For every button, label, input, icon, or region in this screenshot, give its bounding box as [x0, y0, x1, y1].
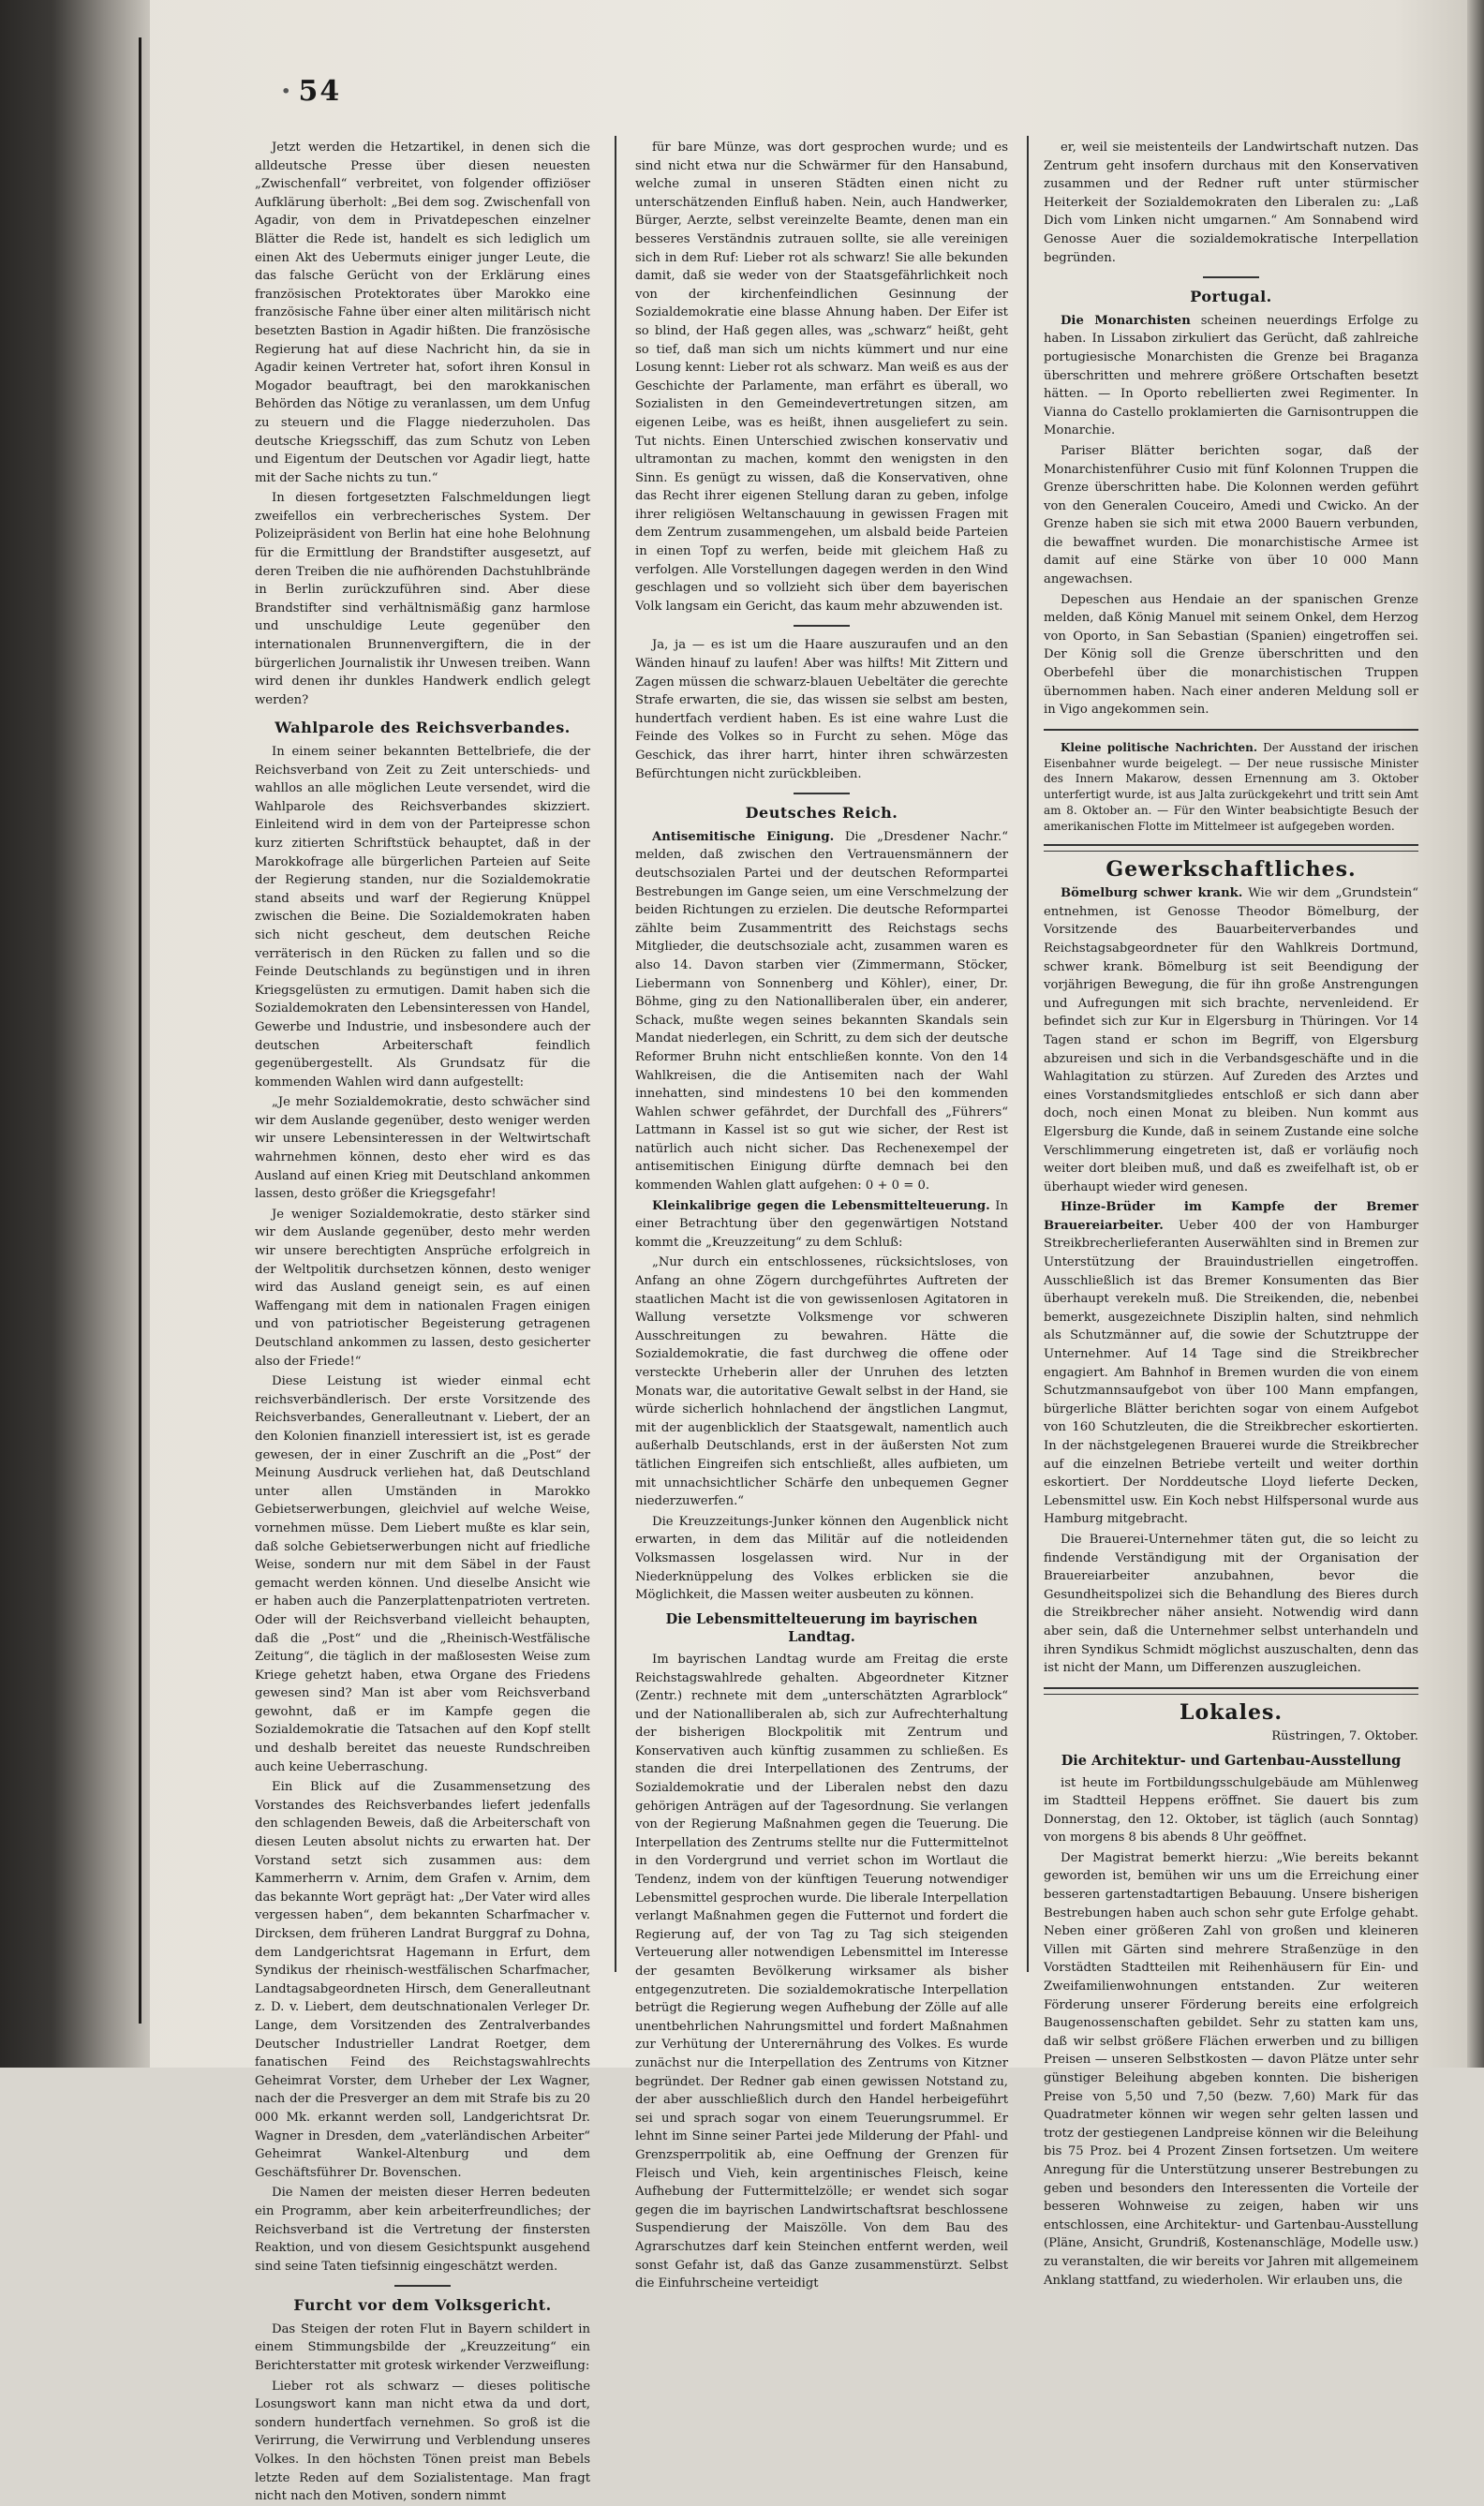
lead-in: Kleine politische Nachrichten.	[1061, 740, 1258, 754]
separator	[1203, 276, 1259, 278]
book-binding	[0, 0, 150, 2068]
paragraph: Ein Blick auf die Zusammensetzung des Vorstandes des Reichsverbandes liefert jedenfalls den schlagenden Beweis, daß die Arbeiterschaft von diesen Leuten absolut nichts zu erwarten hat. Der Vorstand setzt sich zusammen aus: dem Kammerherrn v. Arnim, dem Grafen v. Arnim, dem das bekannte Wort geprägt hat: „Der Vater wird alles vergessen haben“, dem bekannten Scharfmacher v. Dircksen, dem früheren Landrat Burggraf zu Dohna, dem Landgerichtsrat Hagemann in Erfurt, dem Syndikus der rheinisch-westfälischen Scharfmacher, Landtagsabgeordneten Hirsch, dem Generalleutnant z. D. v. Liebert, dem deutschnationalen Verleger Dr. Lange, dem Vorsitzenden des Zentralverbandes Deutscher Industrieller Landrat Roetger, dem fanatischen Feind des Reichstagswahlrechts Geheimrat Vorster, dem Urheber der Lex Wagner, nach der die Presverger an dem mit Strafe bis zu 20 000 Mk. erkannt werden soll, Landgerichtsrat Dr. Wagner in Dresden, dem „vaterländischen Arbeiter“ Geheimrat Wankel-Altenburg und dem Geschäftsführer Dr. Bovenschen.	[255, 1780, 590, 2180]
lead-in: Bömelburg schwer krank.	[1061, 886, 1243, 901]
column-left	[255, 139, 590, 2504]
article-heading: Wahlparole des Reichsverbandes.	[275, 719, 571, 737]
paragraph	[635, 1197, 1008, 1253]
separator	[794, 625, 850, 627]
column-rule	[615, 136, 616, 1972]
paragraph: „Je mehr Sozialdemokratie, desto schwächer sind wir dem Auslande gegenüber, desto weniger werden wir unsere Lebensinteressen in der Weltwirtschaft wahrnehmen können, desto eher wird es das Ausland auf einen Krieg mit Deutschland ankommen lassen, desto größer die Kriegsgefahr!	[255, 1095, 590, 1202]
separator	[394, 2285, 451, 2287]
paragraph: Depeschen aus Hendaie an der spanischen Grenze melden, daß König Manuel mit seinem Onkel, dem Herzog von Oporto, in San Sebastian (Spanien) eingetroffen sei. Der König soll die Grenze überschritten und den Oberbefehl über die monarchistischen Truppen übernommen haben. Nach einer anderen Meldung soll er in Vigo angekommen sein.	[1044, 592, 1418, 718]
paragraph: In diesen fortgesetzten Falschmeldungen liegt zweifellos ein verbrecherisches System. Der Polizeipräsident von Berlin hat eine hohe Belohnung für die Ermittlung der Brandstifter ausgesetzt, auf deren Treiben die nie aufhörenden Dachstuhlbrände in Berlin zurückzuführen sind. Aber diese Brandstifter sind verhältnismäßig ganz harmlose und unschuldige Leute gegenüber den internationalen Brunnenvergiftern, die in der bürgerlichen Journalistik ihr Unwesen treiben. Wann wird denen ihr dunkles Handwerk endlich gelegt werden?	[255, 491, 590, 707]
paragraph	[1044, 1198, 1418, 1529]
column-rule	[1027, 136, 1029, 1972]
lead-in: Antisemitische Einigung.	[652, 829, 835, 844]
paragraph: Pariser Blätter berichten sogar, daß der Monarchistenführer Cusio mit fünf Kolonnen Truppen die Grenze überschritten habe. Die Kolonnen werden geführt von den Generalen Couceiro, Amedi und Cwicko. An der Grenze haben sie sich mit etwa 2000 Bauern verbunden, die bewaffnet wurden. Die monarchistische Armee ist damit auf eine Stärke von über 10 000 Mann angewachsen.	[1044, 443, 1418, 587]
paragraph: Je weniger Sozialdemokratie, desto stärker sind wir dem Auslande gegenüber, desto mehr werden wir unsere berechtigten Ansprüche erfolgreich in der Weltpolitik durchsetzen können, desto weniger wird das Ausland geneigt sein, es auf einen Waffengang mit dem in nationalen Fragen einigen und von patriotischer Begeisterung getragenen Deutschland ankommen zu lassen, desto gesicherter also der Friede!“	[255, 1207, 590, 1369]
paragraph	[1044, 884, 1418, 1196]
paragraph: „Nur durch ein entschlossenes, rücksichtsloses, von Anfang an ohne Zögern durchgeführtes Auftreten der staatlichen Macht ist die von gewissenlosen Agitatoren in Wallung versetzte Volksmenge vor schweren Ausschreitungen zu bewahren. Hätte die Sozialdemokratie, die fast durchweg die offene oder versteckte Urheberin aller der Unruhen des letzten Monats war, die autoritative Gewalt selbst in der Hand, sie würde sicherlich hohnlachend der ängstlichen Langmut, mit der augenblicklich der Staatsgewalt, namentlich auch außerhalb Deutschlands, erst in der äußersten Not zum tätlichen Eingreifen sich entschließt, alles aufbieten, um mit unnachsichtlicher Schärfe den unbequemen Gegner niederzuwerfen.“	[635, 1255, 1008, 1509]
page-number: · 54	[281, 75, 341, 108]
separator	[1044, 844, 1418, 852]
section-heading: Deutsches Reich.	[745, 804, 898, 823]
separator	[1044, 729, 1418, 731]
paragraph: Lieber rot als schwarz — dieses politische Losungswort kann man nicht etwa da und dort, sondern hundertfach vernehmen. So groß ist die Verirrung, die Verwirrung und Verblendung unseres Volkes. In den höchsten Tönen preist man Bebels letzte Reden auf dem Sozialistentage. Man fragt nicht nach den Motiven, sondern nimmt	[255, 2379, 590, 2504]
paragraph-text: Wie wir dem „Grundstein“ entnehmen, ist Genosse Theodor Bömelburg, der Vorsitzende des Bauarbeiterverbandes und Reichstagsabgeordneter für den Wahlkreis Dortmund, schwer krank. Bömelburg ist seit Beendigung der vorjährigen Bewegung, die für ihn große Anstrengungen und Aufregungen mit sich brachte, nervenleidend. Er befindet sich zur Kur in Elgersburg in Thüringen. Vor 14 Tagen stand er schon im Begriff, von Elgersburg abzureisen und sich in die Verbandsgeschäfte und in die Wahlagitation zu stürzen. Auf Zureden des Arztes und eines Vorstandsmitgliedes entschloß er sich dann aber doch, noch einen Monat zu bleiben. Nun kommt aus Elgersburg die Kunde, daß in seinem Zustande eine solche Verschlimmerung eingetreten ist, daß er vorläufig noch weiter dort bleiben muß, und daß es zweifelhaft ist, ob er überhaupt wieder wird genesen.	[1044, 886, 1418, 1194]
paragraph: Das Steigen der roten Flut in Bayern schildert in einem Stimmungsbilde der „Kreuzzeitung“ ein Berichterstatter mit grotesk wirkender Verzweiflung:	[255, 2321, 590, 2374]
page-edge	[1467, 0, 1484, 2068]
paragraph	[635, 828, 1008, 1195]
paragraph-text: Die „Dresdener Nachr.“ melden, daß zwischen den Vertrauensmännern der deutschsozialen Partei und der deutschen Reformpartei Bestrebungen im Gange seien, um eine Verschmelzung der beiden Richtungen zu erzielen. Die deutsche Reformpartei zählte beim Zusammentritt des Reichstags sechs Mitglieder, die deutschsoziale acht, zusammen waren es also 14. Davon starben vier (Zimmermann, Stöcker, Liebermann von Sonnenberg und Köhler), einer, Dr. Böhme, ging zu den Nationalliberalen über, ein anderer, Schack, mußte wegen seines bekannten Skandals sein Mandat niederlegen, ein Schritt, zu dem sich der deutsche Reformer Bruhn nicht entschließen konnte. Von den 14 Wahlkreisen, die die Antisemiten nach der Wahl innehatten, sind mindestens 10 bei den kommenden Wahlen schwer gefährdet, der Durchfall des „Führers“ Lattmann in Kassel ist so gut wie sicher, der Rest ist natürlich auch nicht sicher. Das Rechenexempel der antisemitischen Einigung dürfte demnach bei den kommenden Wahlen glatt aufgehen: 0 + 0 = 0.	[635, 829, 1008, 1194]
section-heading: Gewerkschaftliches.	[1106, 856, 1357, 882]
paragraph-text: scheinen neuerdings Erfolge zu haben. In Lissabon zirkuliert das Gerücht, daß zahlreiche portugiesische Monarchisten die Grenze bei Braganza überschritten und mehrere größere Ortschaften besetzt hätten. — In Oporto rebellierten zwei Regimenter. In Vianna do Castello proklamierten die Garnisontruppen die Monarchie.	[1044, 313, 1419, 438]
paragraph-text: In einer Betrachtung über den gegenwärtigen Notstand kommt die „Kreuzzeitung“ zu dem Schluß:	[635, 1198, 1008, 1250]
lead-in: Kleinkalibrige gegen die Lebensmittelteuerung.	[652, 1198, 990, 1213]
column-right	[1044, 139, 1419, 2288]
section-heading: Portugal.	[1190, 288, 1272, 306]
paragraph-text: Der Ausstand der irischen Eisenbahner wurde beigelegt. — Der neue russische Minister des Innern Makarow, dessen Ernennung am 3. Oktober unterfertigt wurde, ist aus Jalta zurückgekehrt und tritt sein Amt am 8. Oktober an. — Für den Winter beabsichtigte Besuch der amerikanischen Flotte im Mittelmeer ist aufgegeben worden.	[1044, 740, 1418, 833]
paragraph: Im bayrischen Landtag wurde am Freitag die erste Reichstagswahlrede gehalten. Abgeordneter Kitzner (Zentr.) rechnete mit dem „unterschätzten Agrarblock“ und der Nationalliberalen ab, sich zur Aufrechterhaltung der bisherigen Blockpolitik mit Zentrum und Konservativen auch künftig zusammen zu schließen. Es standen die drei Interpellationen des Zentrums, der Sozialdemokratie und der Liberalen nebst den dazu gehörigen Anträgen auf der Tagesordnung. Sie verlangen von der Regierung Maßnahmen gegen die Teuerung. Die Interpellation des Zentrums stellte nur die Futtermittelnot in den Vordergrund und verriet schon im Wortlaut die Tendenz, indem von der künftigen Teuerung notwendiger Lebensmittel gesprochen wurde. Die liberale Interpellation verlangt Maßnahmen gegen die Futternot und fordert die Regierung auf, der von Tag zu Tag sich steigenden Verteuerung aller notwendigen Lebensmittel im Interesse der gesamten Bevölkerung wirksamer als bisher entgegenzutreten. Die sozialdemokratische Interpellation betrügt die Regierung wegen Aufhebung der Zölle auf alle unentbehrlichen Nahrungsmittel und fordert Maßnahmen zur Verhütung der Unterernährung des Volkes. Es wurde zunächst nur die Interpellation des Zentrums von Kitzner begründet. Der Redner gab einen gewissen Notstand zu, der aber ausschließlich durch den Handel herbeigeführt sei und sprach sogar von einem Teuerungsrummel. Er lehnt im Sinne seiner Partei jede Milderung der Pfahl- und Grenzsperrpolitik ab, eine Oeffnung der Grenzen für Fleisch und Vieh, kein argentinisches Fleisch, keine Aufhebung der Futtermittelzölle; er wendet sich sogar gegen die im bayrischen Landwirtschaftsrat beschlossene Suspendierung der Maiszölle. Von dem Bau des Agrarschutzes darf kein Steinchen entfernt werden, weil sonst Gefahr ist, daß das Ganze zusammenstürzt. Selbst die Einfuhrscheine verteidigt	[635, 1652, 1008, 2291]
paragraph-text: Ueber 400 der von Hamburger Streikbrecherlieferanten Auserwählten sind in Bremen zur Unterstützung der Brauindustriellen eingetroffen. Ausschließlich ist das Bremer Konsumenten das Bier überhaupt verekeln muß. Die Streikenden, die, nebenbei bemerkt, ausgezeichnete Disziplin halten, sind nehmlich als Schutzmänner auf, die sowie der Schutztruppe der Unternehmer. Auf 14 Tage sind die Streikbrecher engagiert. Am Bahnhof in Bremen wurden die von einem Schutzmannsaufgebot von über 100 Mann empfangen, bürgerliche Blätter berichten sogar von einem Aufgebot von 160 Schutzleuten, die die Streikbrecher eskortierten. In der nächstgelegenen Brauerei wurde die Streikbrecher auf die einzelnen Betriebe verteilt und weiter dorthin eskortiert. Der Norddeutsche Lloyd lieferte Decken, Lebensmittel usw. Ein Koch nebst Hilfspersonal wurde aus Hamburg mitgebracht.	[1044, 1218, 1418, 1527]
paragraph	[1044, 740, 1418, 835]
section-heading: Lokales.	[1179, 1699, 1284, 1725]
separator	[1044, 1687, 1418, 1695]
paragraph: er, weil sie meistenteils der Landwirtschaft nutzen. Das Zentrum geht insofern durchaus mit den Konservativen zusammen und der Redner ruft unter stürmischer Heiterkeit der Sozialdemokraten den Liberalen zu: „Laß Dich vom Linken nicht umgarnen.“ Am Sonnabend wird Genosse Auer die sozialdemokratische Interpellation begründen.	[1044, 141, 1418, 265]
lead-in: Hinze-Brüder im Kampfe der Bremer Brauereiarbeiter.	[1044, 1200, 1418, 1233]
paragraph: Die Kreuzzeitungs-Junker können den Augenblick nicht erwarten, in dem das Militär auf die notleidenden Volksmassen losgelassen wird. Nur in der Niederknüppelung des Volkes erblicken sie die Möglichkeit, die Massen weiter ausbeuten zu können.	[635, 1514, 1008, 1603]
dateline: Rüstringen, 7. Oktober.	[1271, 1729, 1418, 1744]
paragraph: In einem seiner bekannten Bettelbriefe, die der Reichsverband von Zeit zu Zeit unterschieds- und wahllos an alle möglichen Leute versendet, wird die Wahlparole des Reichsverbandes skizziert. Einleitend wird in dem von der Parteipresse schon kurz zitierten Schriftstück behauptet, daß in der Marokkofrage alle bürgerlichen Parteien auf Seite der Regierung standen, nur die Sozialdemokratie stand abseits und warf der Regierung Knüppel zwischen die Beine. Die Sozialdemokraten haben sich nicht gescheut, dem deutschen Reiche verräterisch in den Rücken zu fallen und so die Feinde Deutschlands zu begünstigen und in ihren Kriegsgelüsten zu ermutigen. Damit haben sich die Sozialdemokraten den Lebensinteressen von Handel, Gewerbe und Industrie, und insbesondere auch der deutschen Arbeiterschaft feindlich gegenübergestellt. Als Grundsatz für die kommenden Wahlen wird dann aufgestellt:	[255, 745, 590, 1090]
paragraph: Die Namen der meisten dieser Herren bedeuten ein Programm, aber kein arbeiterfreundliches; der Reichsverband ist die Vertretung der finstersten Reaktion, und von diesem Gesichtspunkt ausgehend sind seine Taten tiefsinnig eingeschätzt werden.	[255, 2186, 590, 2274]
paragraph: ist heute im Fortbildungsschulgebäude am Mühlenweg im Stadtteil Heppens eröffnet. Sie dauert bis zum Donnerstag, den 12. Oktober, ist täglich (auch Sonntag) von morgens 8 bis abends 8 Uhr geöffnet.	[1044, 1775, 1418, 1846]
binding-edge	[139, 37, 141, 2024]
article-heading: Furcht vor dem Volksgericht.	[293, 2296, 552, 2315]
lead-in: Die Monarchisten	[1061, 313, 1191, 328]
article-heading: Die Architektur- und Gartenbau-Ausstellung	[1061, 1752, 1402, 1769]
paragraph: Der Magistrat bemerkt hierzu: „Wie bereits bekannt geworden ist, bemühen wir uns um die Erreichung einer besseren gartenstadtartigen Bebauung. Unsere bisherigen Bestrebungen haben auch schon sehr gute Erfolge gehabt. Neben einer größeren Zahl von großen und kleineren Villen mit Gärten sind mehrere Straßenzüge in den Vorstädten Stadtteilen mit Reihenhäusern für Ein- und Zweifamilienwohnungen entstanden. Zur weiteren Förderung unserer Förderung bereits eine erfolgreich Baugenossenschaften gebildet. Sehr zu statten kam uns, daß wir selbst größere Flächen erwerben und zu billigen Preisen — unseren Selbstkosten — davon Plätze unter sehr günstiger Beleihung abgeben konnten. Die bisherigen Preise von 5,50 und 7,50 (bezw. 7,60) Mark für das Quadratmeter können wir wegen sehr gelten lassen und trotz der gestiegenen Landpreise können wir die Beleihung bis 75 Proz. bei 4 Prozent Zinsen fortsetzen. Um weitere Anregung für die Unterstützung unserer Bestrebungen zu geben und besonders den Interessenten die Vorteile der besseren Wohnweise zu zeigen, haben wir uns entschlossen, eine Architektur- und Gartenbau-Ausstellung (Pläne, Ansicht, Grundriß, Kostenanschläge, Modelle usw.) zu veranstalten, die wir bereits vor Jahren mit allgemeinem Anklang stattfand, zu wiederholen. Wir erlauben uns, die	[1044, 1850, 1418, 2288]
paragraph	[1044, 312, 1418, 440]
article-heading: Die Lebensmittelteuerung im bayrischen Landtag.	[665, 1610, 978, 1646]
paragraph: Ja, ja — es ist um die Haare auszuraufen und an den Wänden hinauf zu laufen! Aber was hilfts! Mit Zittern und Zagen müssen die schwarz-blauen Uebeltäter die gerechte Strafe erwarten, die sie, das wissen sie selbst am besten, hundertfach verdient haben. Es ist eine wahre Lust die Feinde des Volkes so in Furcht zu sehen. Möge das Geschick, das ihrer harrt, hinter ihren schwärzesten Befürchtungen nicht zurückbleiben.	[635, 638, 1008, 781]
paragraph: Jetzt werden die Hetzartikel, in denen sich die alldeutsche Presse über diesen neuesten „Zwischenfall“ verbreitet, von folgender offiziöser Aufklärung überholt: „Bei dem sog. Zwischenfall von Agadir, von dem in Privatdepeschen einzelner Blätter die Rede ist, handelt es sich lediglich um einen Akt des Uebermuts einiger junger Leute, die das falsche Gerücht von der Erklärung eines französischen Protektorates über Marokko eine französische Fahne über einer alten militärisch nicht besetzten Bastion in Agadir hißten. Die französische Regierung hat auf diese Nachricht hin, da sie in Agadir keinen Vertreter hat, sofort ihren Konsul in Mogador beauftragt, bei den marokkanischen Behörden das Nötige zu veranlassen, um dem Unfug zu steuern und die Flagge niederzuholen. Das deutsche Kriegsschiff, das zum Schutz von Leben und Eigentum der Deutschen vor Agadir liegt, hatte mit der Sache nichts zu tun.“	[255, 141, 590, 485]
paragraph: Diese Leistung ist wieder einmal echt reichsverbändlerisch. Der erste Vorsitzende des Reichsverbandes, Generalleutnant v. Liebert, der an den Kolonien finanziell interessiert ist, ist es gerade gewesen, der in einer Zuschrift an die „Post“ der Meinung Ausdruck verliehen hat, daß Deutschland unter allen Umständen in Marokko Gebietserwerbungen, gleichviel auf welche Weise, vornehmen müsse. Dem Liebert mußte es klar sein, daß solche Gebietserwerbungen nicht auf friedliche Weise, sondern nur mit dem Säbel in der Faust gemacht werden können. Und dieselbe Ansicht wie er haben auch die Panzerplattenpatrioten vertreten. Oder will der Reichsverband vielleicht behaupten, daß die „Post“ und die „Rheinisch-Westfälische Zeitung“, die täglich in der maßlosesten Weise zum Kriege gehetzt haben, etwa Organe des Friedens gewesen sind? Man ist aber vom Reichsverband gewohnt, daß er im Kampfe gegen die Sozialdemokratie die Tatsachen auf den Kopf stellt und deshalb bereitet das neueste Rundschreiben auch keine Ueberraschung.	[255, 1374, 590, 1774]
paragraph: Die Brauerei-Unternehmer täten gut, die so leicht zu findende Verständigung mit der Organisation der Brauereiarbeiter anzubahnen, bevor die Gesundheitspolizei sich die Behandlung des Bieres durch die Streikbrecher näher ansieht. Notwendig wird dann aber sein, daß die Unternehmer selbst unterhandeln und ihren Syndikus Schmidt möglichst auszuschalten, denn das ist nicht der Mann, um Differenzen auszugleichen.	[1044, 1532, 1418, 1676]
separator	[794, 793, 850, 794]
paragraph: für bare Münze, was dort gesprochen wurde; und es sind nicht etwa nur die Schwärmer für den Hansabund, welche zumal in unseren Städten einen nicht zu unterschätzenden Einfluß haben. Nein, auch Handwerker, Bürger, Aerzte, selbst vereinzelte Beamte, denen man ein besseres Verständnis zutrauen sollte, sie alle vereinigen sich in dem Ruf: Lieber rot als schwarz! Sie alle bekunden damit, daß sie weder von der Staatsgefährlichkeit noch von der kirchenfeindlichen Gesinnung der Sozialdemokratie eine blasse Ahnung haben. Der Eifer ist so blind, der Haß gegen alles, was „schwarz“ heißt, geht so tief, daß man sich um nichts kümmert und nur eine Losung kennt: Lieber rot als schwarz. Man weiß es aus der Geschichte der Parlamente, man erfährt es überall, wo Sozialisten in den Gemeindevertretungen sitzen, am eigenen Leibe, was es heißt, ihnen ausgeliefert zu sein. Tut nichts. Einen Unterschied zwischen konservativ und ultramontan zu machen, kommt den wenigsten in den Sinn. Es genügt zu wissen, daß die Konservativen, ohne das Recht ihrer eigenen Stellung daran zu geben, infolge ihrer religiösen Weltanschauung in gewissen Fragen mit dem Zentrum zusammengehen, um alsbald beide Parteien in einen Topf zu werfen, beide mit gleichem Haß zu verfolgen. Alle Vorstellungen dagegen werden in den Wind geschlagen und so vollzieht sich über dem bayerischen Volk langsam ein Gericht, das kaum mehr abzuwenden ist.	[635, 141, 1008, 614]
column-middle	[635, 139, 1008, 2291]
